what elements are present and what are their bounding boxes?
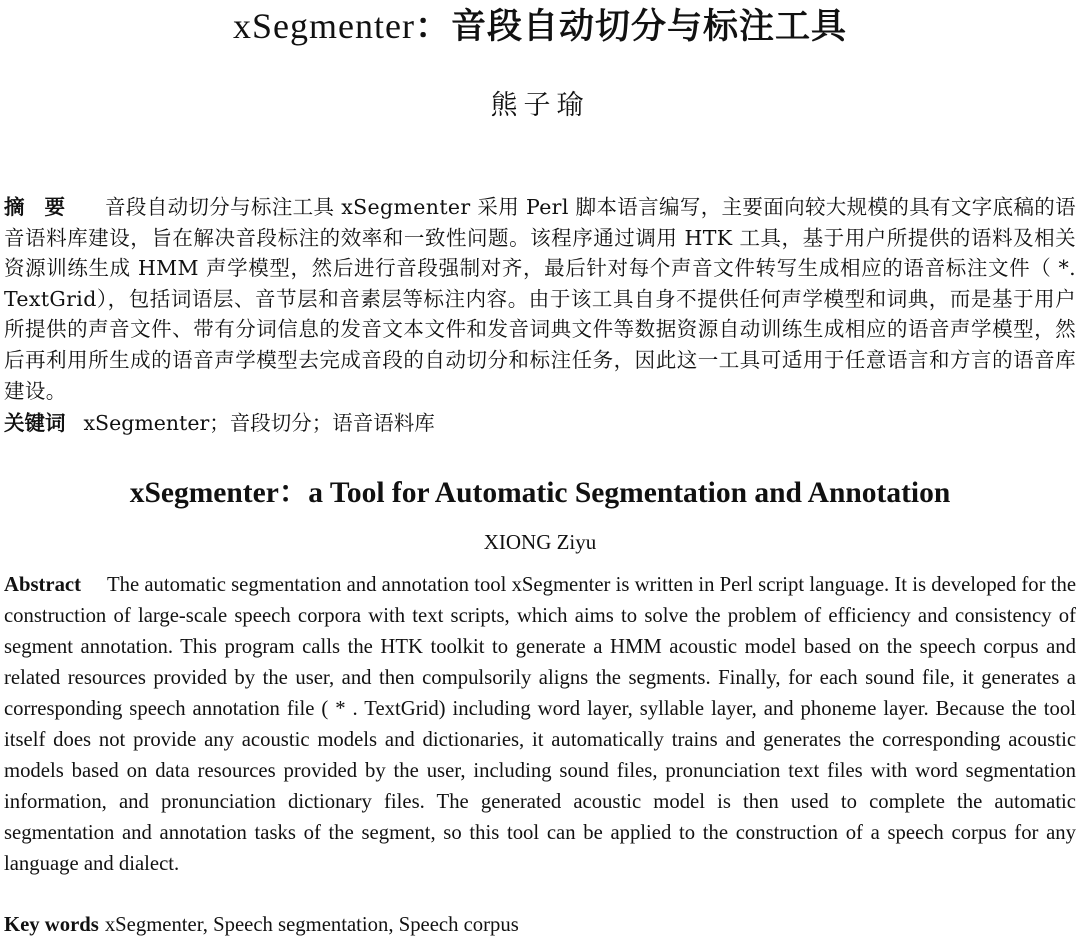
chinese-title	[4, 2, 1076, 51]
chinese-author: 熊子瑜	[490, 90, 590, 121]
english-keywords-text: xSegmenter, Speech segmentation, Speech corpus	[104, 914, 519, 936]
chinese-title-text: 音段自动切分与标注工具	[450, 7, 847, 47]
english-abstract	[4, 570, 1076, 880]
english-keywords-label: Key words	[4, 914, 99, 936]
chinese-abstract-label: 摘要	[4, 195, 86, 219]
english-abstract-label: Abstract	[4, 574, 81, 596]
english-keywords	[4, 910, 1076, 940]
english-abstract-text: The automatic segmentation and annotation tool xSegmenter is written in Perl script language. It is developed for the construction of large-scale speech corpora with text scripts, which aims to solve the problem of efficiency and consistency of segment annotation. This program calls the HTK toolkit to generate a HMM acoustic model based on the speech corpus and related resources provided by the user, and then compulsorily aligns the segments. Finally, for each sound file, it generates a corresponding speech annotation file ( * . TextGrid) including word layer, syllable layer, and phoneme layer. Because the tool itself does not provide any acoustic models and dictionaries, it automatically trains and generates the corresponding acoustic models based on data resources provided by the user, including sound files, pronunciation text files with word segmentation information, and pronunciation dictionary files. The generated acoustic model is then used to complete the automatic segmentation and annotation tasks of the segment, so this tool can be applied to the construction of a speech corpus for any language and dialect.	[4, 574, 1076, 875]
chinese-title-separator: ：	[414, 7, 451, 47]
chinese-title-latin: xSegmenter	[233, 6, 415, 46]
chinese-abstract-text: 音段自动切分与标注工具 xSegmenter 采用 Perl 脚本语言编写，主要面向较大规模的具有文字底稿的语音语料库建设，旨在解决音段标注的效率和一致性问题。该程序通过调用 HTK 工具，基于用户所提供的语料及相关资源训练生成 HMM 声学模型，然后进行音段强制对齐，最后针对每个声音文件转写生成相应的语音标注文件（ *. TextGrid），包括词语层、音节层和音素层等标注内容。由于该工具自身不提供任何声学模型和词典，而是基于用户所提供的声音文件、带有分词信息的发音文本文件和发音词典文件等数据资源自动训练生成相应的语音声学模型，然后再利用所生成的语音声学模型去完成音段的自动切分和标注任务，因此这一工具可适用于任意语言和方言的语音库建设。	[4, 195, 1077, 403]
english-author: XIONG Ziyu	[483, 530, 597, 554]
paper-page	[4, 0, 1076, 938]
chinese-keywords-label: 关键词	[4, 411, 66, 435]
chinese-keywords	[4, 408, 1076, 438]
english-title: xSegmenter：a Tool for Automatic Segmentation and Annotation	[129, 477, 951, 509]
chinese-abstract	[4, 192, 1076, 406]
chinese-keywords-text: xSegmenter；音段切分；语音语料库	[83, 411, 435, 435]
